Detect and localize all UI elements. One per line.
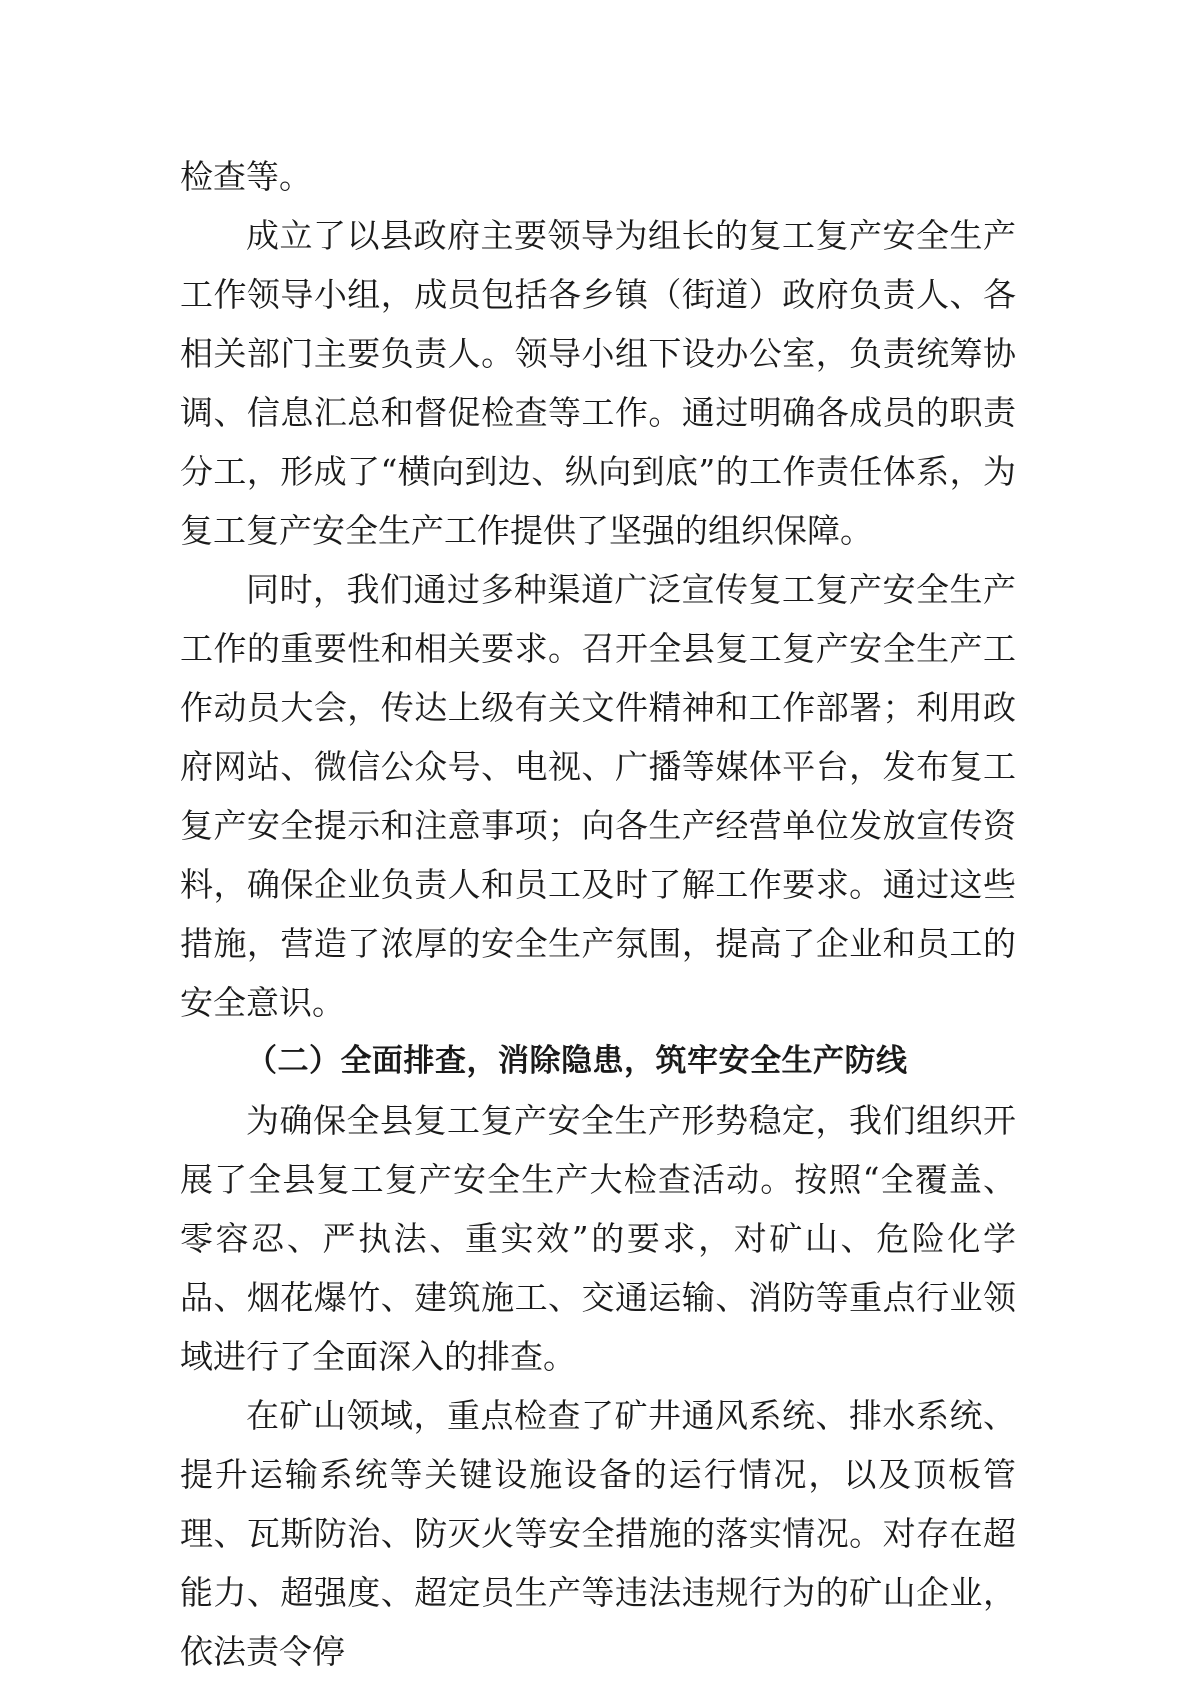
paragraph-continuation: 检查等。	[180, 157, 312, 196]
paragraph-publicity: 同时，我们通过多种渠道广泛宣传复工复产安全生产工作的重要性和相关要求。召开全县复工复产安全生产工作动员大会，传达上级有关文件精神和工作部署；利用政府网站、微信公众号、电视、广播等媒体平台，发布复工复产安全提示和注意事项；向各生产经营单位发放宣传资料，确保企业负责人和员工及时了解工作要求。通过这些措施，营造了浓厚的安全生产氛围，提高了企业和员工的安全意识。	[180, 570, 1016, 1022]
document-body	[180, 147, 1016, 1681]
paragraph-leadership-group: 成立了以县政府主要领导为组长的复工复产安全生产工作领导小组，成员包括各乡镇（街道）政府负责人、各相关部门主要负责人。领导小组下设办公室，负责统筹协调、信息汇总和督促检查等工作。通过明确各成员的职责分工，形成了“横向到边、纵向到底”的工作责任体系，为复工复产安全生产工作提供了坚强的组织保障。	[180, 216, 1016, 550]
paragraph-inspection: 为确保全县复工复产安全生产形势稳定，我们组织开展了全县复工复产安全生产大检查活动。按照“全覆盖、零容忍、严执法、重实效”的要求，对矿山、危险化学品、烟花爆竹、建筑施工、交通运输、消防等重点行业领域进行了全面深入的排查。	[180, 1101, 1016, 1376]
section-heading: （二）全面排查，消除隐患，筑牢安全生产防线	[246, 1043, 908, 1079]
paragraph-mining: 在矿山领域，重点检查了矿井通风系统、排水系统、提升运输系统等关键设施设备的运行情况，以及顶板管理、瓦斯防治、防灭火等安全措施的落实情况。对存在超能力、超强度、超定员生产等违法违规行为的矿山企业，依法责令停	[180, 1396, 1016, 1671]
